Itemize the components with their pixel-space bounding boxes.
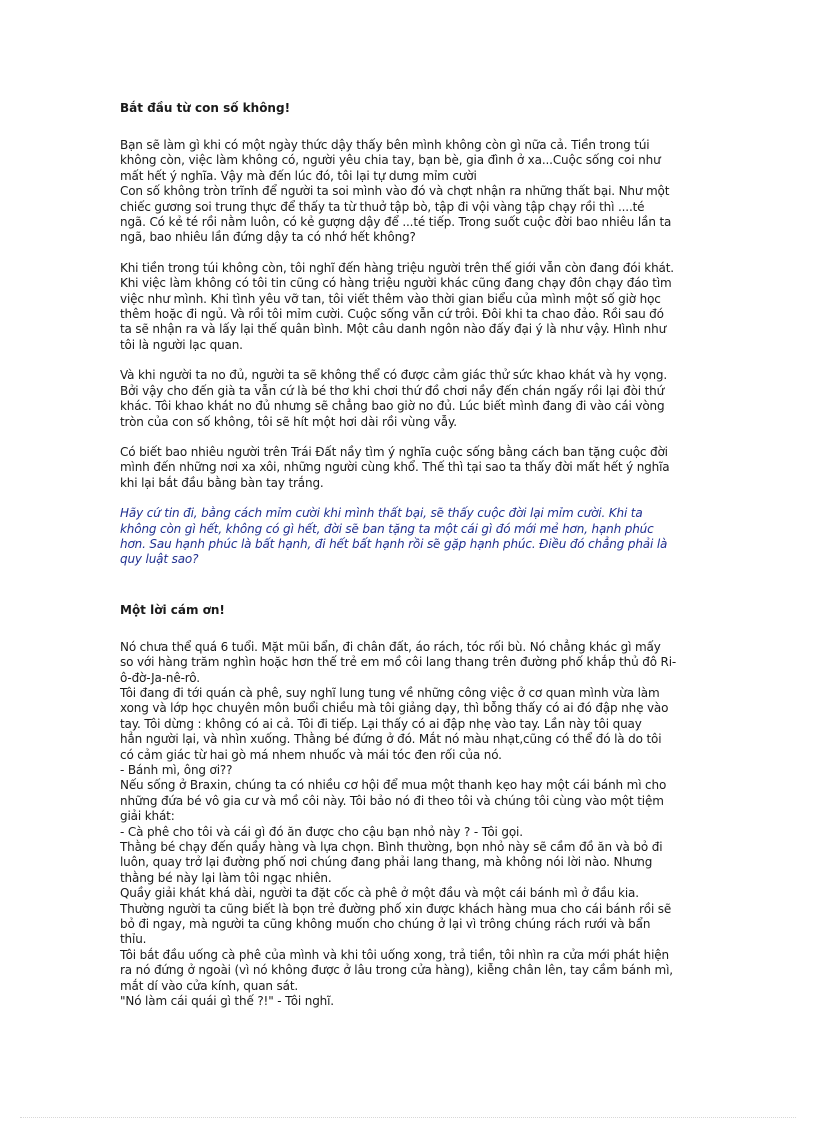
- paragraph-4: Có biết bao nhiêu người trên Trái Đất nầy tìm ý nghĩa cuộc sống bằng cách ban tặng cuộc đời mình đến những nơi xa xôi, những người cùng khổ. Thế thì tại sao ta thấy đời mất hết ý nghĩa khi lại bắt đầu bằng bàn tay trắng.: [120, 444, 670, 490]
- paragraph-1: Bạn sẽ làm gì khi có một ngày thức dậy thấy bên mình không còn gì nữa cả. Tiền trong túi không còn, việc làm không có, người yêu chia tay, bạn bè, gia đình ở xa...Cuộc sống coi như mất hết ý nghĩa. Vậy mà đến lúc đó, tôi lại tự dưng mỉm cười Con số không tròn trĩnh để người ta soi mình vào đó và chợt nhận ra những thất bại. Như một chiếc gương soi trung thực để thấy ta từ thuở tập bò, tập đi vội vàng tập chạy rồi thì ....té ngã. Có kẻ té rồi nằm luôn, có kẻ gượng dậy để ...té tiếp. Trong suốt cuộc đời bao nhiêu lần ta ngã, bao nhiêu lần đứng dậy ta có nhớ hết không?: [120, 138, 672, 245]
- story-body: Nó chưa thể quá 6 tuổi. Mặt mũi bẩn, đi chân đất, áo rách, tóc rối bù. Nó chẳng khác gì mấy so với hàng trăm nghìn hoặc hơn thế trẻ em mồ côi lang thang trên đường phố khắp thủ đô Ri- ô-đờ-Ja-nê-rô. Tôi đang đi tới quán cà phê, suy nghĩ lung tung về những công việc ở cơ quan mình vừa làm xong và lớp học chuyên môn buổi chiều mà tôi giảng dạy, thì bỗng thấy có ai đó đập nhẹ vào tay. Tôi dừng : không có ai cả. Tôi đi tiếp. Lại thấy có ai đập nhẹ vào tay. Lần này tôi quay hẳn người lại, và nhìn xuống. Thằng bé đứng ở đó. Mắt nó màu nhạt,cũng có thể đó là do tôi có cảm giác từ hai gò má nhem nhuốc và mái tóc đen rối của nó. - Bánh mì, ông ơi?? Nếu sống ở Braxin, chúng ta có nhiều cơ hội để mua một thanh kẹo hay một cái bánh mì cho những đứa bé vô gia cư và mồ côi này. Tôi bảo nó đi theo tôi và chúng tôi cùng vào một tiệm giải khát: - Cà phê cho tôi và cái gì đó ăn được cho cậu bạn nhỏ này ? - Tôi gọi. Thằng bé chạy đến quầy hàng và lựa chọn. Bình thường, bọn nhỏ này sẽ cầm đồ ăn và bỏ đi luôn, quay trở lại đường phố nơi chúng đang phải lang thang, mà không nói lời nào. Nhưng thằng bé này lại làm tôi ngạc nhiên. Quầy giải khát khá dài, người ta đặt cốc cà phê ở một đầu và một cái bánh mì ở đầu kia. Thường người ta cũng biết là bọn trẻ đường phố xin được khách hàng mua cho cái bánh rồi sẽ bỏ đi ngay, mà người ta cũng không muốn cho chúng ở lại vì trông chúng rách rưới và bẩn thỉu. Tôi bắt đầu uống cà phê của mình và khi tôi uống xong, trả tiền, tôi nhìn ra cửa mới phát hiện ra nó đứng ở ngoài (vì nó không được ở lâu trong cửa hàng), kiễng chân lên, tay cầm bánh mì, mắt dí vào cửa kính, quan sát. "Nó làm cái quái gì thế ?!" - Tôi nghĩ.: [120, 639, 677, 1009]
- closing-quote: Hãy cứ tin đi, bằng cách mỉm cười khi mình thất bại, sẽ thấy cuộc đời lại mỉm cười. Khi ta không còn gì hết, không có gì hết, đời sẽ ban tặng ta một cái gì đó mới mẻ hơn, hạnh phúc hơn. Sau hạnh phúc là bất hạnh, đi hết bất hạnh rồi sẽ gặp hạnh phúc. Điều đó chẳng phải là quy luật sao?: [120, 506, 668, 567]
- document-page: [120, 100, 700, 1010]
- paragraph-2: Khi tiền trong túi không còn, tôi nghĩ đến hàng triệu người trên thế giới vẫn còn đang đói khát. Khi việc làm không có tôi tin cũng có hàng triệu người khác cũng đang chạy đôn chạy đáo tìm việc như mình. Khi tình yêu vỡ tan, tôi viết thêm vào thời gian biểu của mình một số giờ học thêm hoặc đi ngủ. Và rồi tôi mỉm cười. Cuộc sống vẫn cứ trôi. Đôi khi ta chao đảo. Rồi sau đó ta sẽ nhận ra và lấy lại thế quân bình. Một câu danh ngôn nào đấy đại ý là như vậy. Hình như tôi là người lạc quan.: [120, 260, 674, 352]
- page-bottom-border: [20, 1117, 796, 1118]
- section-title-2: Một lời cám ơn!: [120, 602, 225, 617]
- paragraph-3: Và khi người ta no đủ, người ta sẽ không thể có được cảm giác thử sức khao khát và hy vọng. Bởi vậy cho đến già ta vẫn cứ là bé thơ khi chơi thứ đồ chơi nầy đến chán ngấy rồi lại đòi thứ khác. Tôi khao khát no đủ nhưng sẽ chẳng bao giờ no đủ. Lúc biết mình đang đi vào cái vòng tròn của con số không, tôi sẽ hít một hơi dài rồi vùng vẫy.: [120, 368, 668, 429]
- section-title-1: Bắt đầu từ con số không!: [120, 101, 291, 115]
